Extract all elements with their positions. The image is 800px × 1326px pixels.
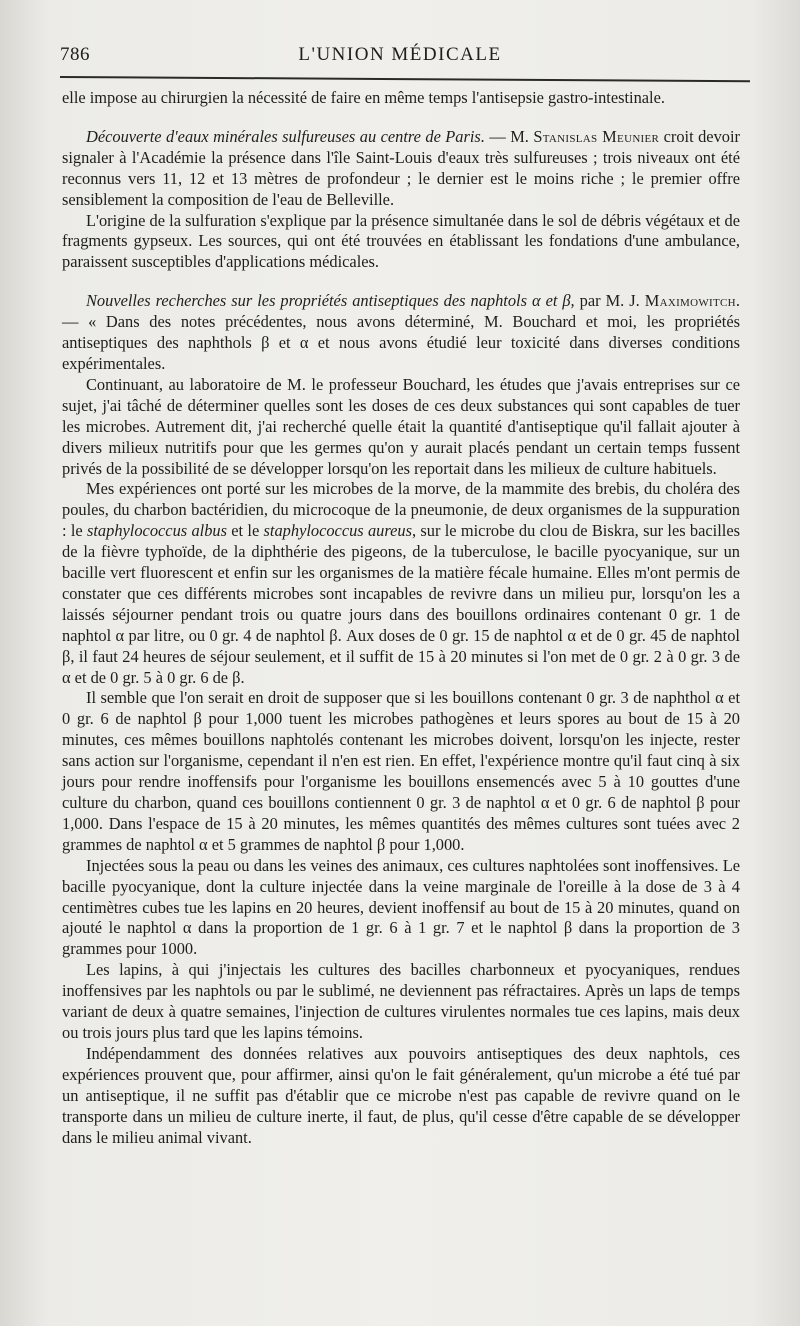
species-name: staphylococcus aureus bbox=[263, 521, 412, 541]
paragraph-text: Les lapins, à qui j'injectais les cultures des bacilles charbonneux et pyocyaniques, rendues inoffensives par les naphtols ou par le sublimé, ne deviennent pas réfractaires. Après un laps de temps variant de deux à quatre semaines, l'injection de cultures virulentes normales tue ces lapins, mais deux ou trois jours plus tard que les lapins témoins. bbox=[62, 960, 740, 1042]
paragraph-text: Continuant, au laboratoire de M. le professeur Bouchard, les études que j'avais entreprises sur ce sujet, j'ai tâché de déterminer quelles sont les doses de ces deux substances qui sont capables de tuer les microbes. Autrement dit, j'ai recherché quelle était la quantité d'antiseptique qu'il fallait ajouter à divers milieux nutritifs pour que les germes qu'on y aurait placés pendant un certain temps fussent privés de la possibilité de se développer lorsqu'on les reportait dans les milieux de culture habituels. bbox=[62, 374, 740, 478]
species-name: staphylococcus albus bbox=[87, 521, 227, 541]
paragraph bbox=[62, 856, 740, 961]
paragraph bbox=[62, 1044, 740, 1149]
paragraph-text: Injectées sous la peau ou dans les veines des animaux, ces cultures naphtolées sont inoffensives. Le bacille pyocyanique, dont la culture injectée dans la veine marginale de l'oreille à la dose de 3 à 4 centimètres cubes tue les lapins en 20 heures, devient inoffensif au bout de 15 à 20 minutes, quand on ajouté le naphtol α dans la proportion de 1 gr. 6 à 1 gr. 7 et le naphtol β dans la proportion de 3 grammes pour 1000. bbox=[62, 855, 740, 959]
paragraph bbox=[62, 688, 740, 855]
section-title: Découverte d'eaux minérales sulfureuses au centre de Paris. bbox=[86, 126, 485, 146]
paragraph bbox=[62, 211, 740, 274]
author-name: Stanislas Meunier bbox=[533, 126, 660, 146]
paragraph bbox=[62, 479, 740, 688]
text-fragment: , sur le microbe du clou de Biskra, sur les bacilles de la fièvre typhoïde, de la diphthérie des pigeons, de la tuberculose, le bacille pyocyanique, sur un bacille vert fluorescent et enfin sur les organismes de la matière fécale humaine. Elles m'ont permis de constater que ces différents microbes sont incapables de revivre dans un milieu pur, lorsqu'on les a laissés séjourner pendant trois ou quatre jours dans des bouillons ordinaires contenant 0 gr. 1 de naphtol α par litre, ou 0 gr. 4 de naphtol β. Aux doses de 0 gr. 15 de naphtol α et de 0 gr. 45 de naphtol β, il faut 24 heures de séjour seulement, et il suffit de 15 à 20 minutes si l'on met de 0 gr. 2 à 0 gr. 3 de α et de 0 gr. 5 à 0 gr. 6 de β. bbox=[62, 521, 740, 687]
article-body bbox=[62, 88, 740, 1148]
text-fragment: Mes expériences ont porté sur les microbes de la morve, de la mammite des brebis, du choléra des poules, du charbon bactéridien, du microcoque de la pneumonie, de deux organismes de la suppuration : le bbox=[62, 479, 740, 541]
paragraph bbox=[62, 375, 740, 480]
paragraph-text: croit devoir signaler à l'Académie la présence dans l'île Saint-Louis d'eaux très sulfureuses ; trois niveaux ont été reconnus vers 11, 12 et 13 mètres de profondeur ; le dernier est le moins riche ; le premier offre sensiblement la composition de l'eau de Belleville. bbox=[62, 126, 740, 209]
author-name: Maximowitch bbox=[644, 291, 736, 311]
paragraph bbox=[62, 291, 740, 375]
paragraph-text: L'origine de la sulfuration s'explique par la présence simultanée dans le sol de débris végétaux et de fragments gypseux. Les sources, qui ont été trouvées en établissant les fondations d'une ambulance, paraissent susceptibles d'applications médicales. bbox=[62, 210, 740, 272]
paragraph-text: Il semble que l'on serait en droit de supposer que si les bouillons contenant 0 gr. 3 de naphthol α et 0 gr. 6 de naphtol β pour 1,000 tuent les microbes pathogènes et leurs spores au bout de 15 à 20 minutes, ces mêmes bouillons naphtolés contenant les microbes doivent, lorsqu'on les injecte, rester sans action sur l'organisme, cependant il n'en est rien. En effet, l'expérience montre qu'il faut cinq à six jours pour rendre inoffensifs pour l'organisme les bouillons ensemencés avec 5 à 10 gouttes d'une culture du charbon, quand ces bouillons contiennent 0 gr. 3 de naphtol α et 0 gr. 6 de naphtol β pour 1,000. Dans l'espace de 15 à 20 minutes, les mêmes quantités des mêmes cultures sont tuées avec 2 grammes de naphtol α et 5 grammes de naphtol β pour 1,000. bbox=[62, 688, 740, 854]
paragraph-text: Indépendamment des données relatives aux pouvoirs antiseptiques des deux naphtols, ces expériences prouvent que, pour affirmer, ainsi qu'on le fait généralement, qu'un microbe a été tué par un antiseptique, il ne suffit pas d'établir que ce microbe n'est pas capable de revivre quand on le transporte dans un milieu de culture inerte, il faut, de plus, qu'il cesse d'être capable de se développer dans le milieu animal vivant. bbox=[62, 1043, 740, 1147]
page-header bbox=[60, 40, 740, 70]
paragraph bbox=[62, 88, 740, 109]
text-fragment: — M. bbox=[484, 126, 534, 146]
paragraph bbox=[62, 960, 740, 1044]
page-number: 786 bbox=[60, 44, 90, 65]
running-title: L'UNION MÉDICALE bbox=[298, 44, 502, 65]
header-rule bbox=[60, 76, 750, 82]
paragraph-text: elle impose au chirurgien la nécessité de faire en même temps l'antisepsie gastro-intestinale. bbox=[62, 88, 665, 107]
text-fragment: par M. J. bbox=[574, 291, 645, 311]
text-fragment: et le bbox=[226, 521, 264, 541]
paragraph bbox=[62, 127, 740, 211]
paragraph-text: . — « Dans des notes précédentes, nous avons déterminé, M. Bouchard et moi, les propriétés antiseptiques des naphthols β et α et nous avons étudié leur toxicité dans diverses conditions expérimentales. bbox=[62, 291, 741, 373]
section-title: Nouvelles recherches sur les propriétés antiseptiques des naphtols α et β, bbox=[86, 291, 575, 311]
